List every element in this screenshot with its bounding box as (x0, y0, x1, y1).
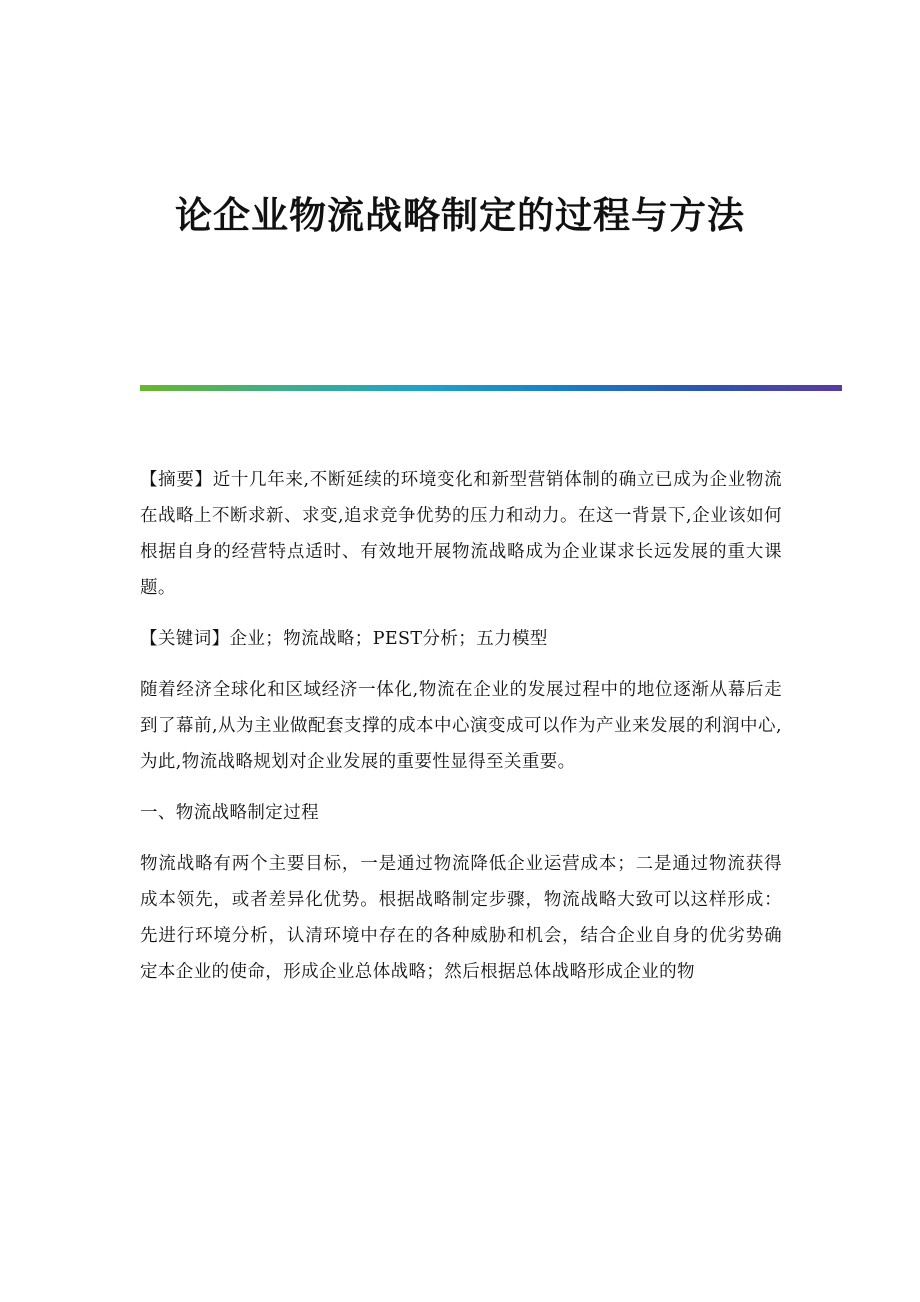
title-divider (140, 385, 842, 391)
document-body (140, 462, 782, 1005)
body-paragraph: 物流战略有两个主要目标，一是通过物流降低企业运营成本；二是通过物流获得成本领先，或者差异化优势。根据战略制定步骤，物流战略大致可以这样形成：先进行环境分析，认清环境中存在的各种威胁和机会，结合企业自身的优劣势确定本企业的使命，形成企业总体战略；然后根据总体战略形成企业的物 (140, 854, 782, 982)
document-title: 论企业物流战略制定的过程与方法 (175, 193, 745, 237)
keywords-paragraph: 【关键词】企业；物流战略；PEST分析；五力模型 (140, 629, 548, 649)
abstract-paragraph: 【摘要】近十几年来,不断延续的环境变化和新型营销体制的确立已成为企业物流在战略上不断求新、求变,追求竞争优势的压力和动力。在这一背景下,企业该如何根据自身的经营特点适时、有效地开展物流战略成为企业谋求长远发展的重大课题。 (140, 470, 782, 598)
section-heading: 一、物流战略制定过程 (140, 803, 319, 823)
intro-paragraph: 随着经济全球化和区域经济一体化,物流在企业的发展过程中的地位逐渐从幕后走到了幕前,从为主业做配套支撑的成本中心演变成可以作为产业来发展的利润中心,为此,物流战略规划对企业发展的重要性显得至关重要。 (140, 680, 782, 772)
